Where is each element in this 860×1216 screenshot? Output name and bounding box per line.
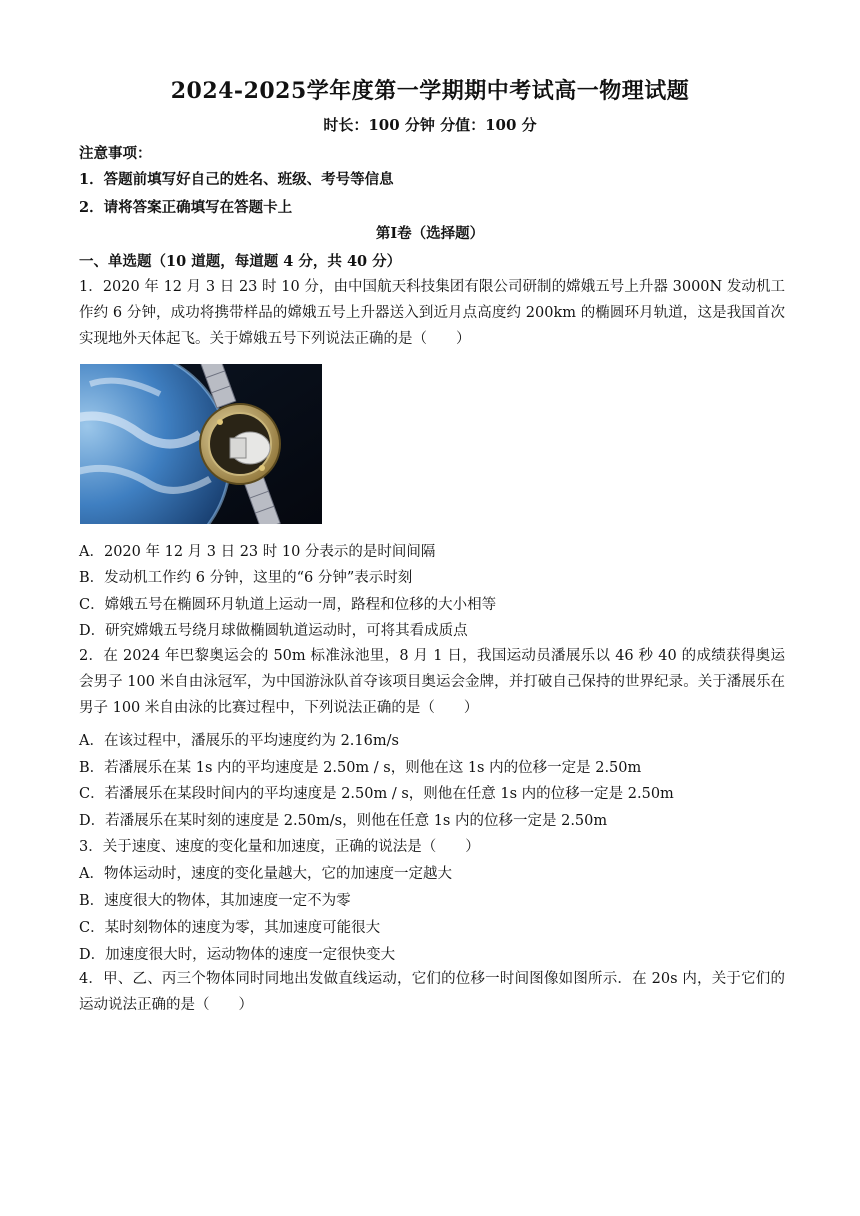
question-option: D．加速度很大时，运动物体的速度一定很快变大 (79, 947, 396, 963)
question-option: C．某时刻物体的速度为零，其加速度可能很大 (79, 920, 381, 936)
question-option: D．研究嫦娥五号绕月球做椭圆轨道运动时，可将其看成质点 (79, 623, 468, 639)
spacecraft-earth-illustration (80, 364, 322, 524)
chang-e-5-spacecraft-image (80, 364, 322, 524)
note-item: 1．答题前填写好自己的姓名、班级、考号等信息 (79, 171, 394, 188)
question-option: B．速度很大的物体，其加速度一定不为零 (79, 893, 351, 909)
question-option: D．若潘展乐在某时刻的速度是 2.50m/s，则他在任意 1s 内的位移一定是 2.50m (79, 813, 608, 829)
question-option: B．发动机工作约 6 分钟，这里的“6 分钟”表示时刻 (79, 570, 413, 586)
question-stem: 3．关于速度、速度的变化量和加速度，正确的说法是（ ） (79, 839, 480, 855)
question-stem: 1．2020 年 12 月 3 日 23 时 10 分，由中国航天科技集团有限公司研制的嫦娥五号上升器 3000N 发动机工作约 6 分钟，成功将携带样品的嫦娥五号上升器送入到近月点高度约 200km 的椭圆环月轨道，这是我国首次实现地外天体起飞。关于嫦娥五号下列说法正确的是（ ） (79, 279, 785, 347)
question-option: A．在该过程中，潘展乐的平均速度约为 2.16m/s (79, 733, 399, 749)
exam-title: 2024-2025学年度第一学期期中考试高一物理试题 (170, 78, 690, 104)
section-heading: 一、单选题（10 道题，每道题 4 分，共 40 分） (79, 253, 402, 270)
note-item: 2．请将答案正确填写在答题卡上 (79, 199, 293, 216)
part-title: 第Ⅰ卷（选择题） (375, 225, 485, 242)
question-option: A．2020 年 12 月 3 日 23 时 10 分表示的是时间间隔 (79, 544, 436, 560)
question-option: C．若潘展乐在某段时间内的平均速度是 2.50m / s，则他在任意 1s 内的位移一定是 2.50m (79, 786, 674, 802)
question-stem: 2．在 2024 年巴黎奥运会的 50m 标准泳池里，8 月 1 日，我国运动员潘展乐以 46 秒 40 的成绩获得奥运会男子 100 米自由泳冠军，为中国游泳队首夺该项目奥运会金牌，并打破自己保持的世界纪录。关于潘展乐在男子 100 米自由泳的比赛过程中，下列说法正确的是（ ） (79, 648, 785, 716)
exam-duration-score: 时长：100 分钟 分值：100 分 (323, 116, 537, 134)
question-stem: 4．甲、乙、丙三个物体同时同地出发做直线运动，它们的位移一时间图像如图所示．在 20s 内，关于它们的运动说法正确的是（ ） (79, 971, 785, 1013)
question-option: C．嫦娥五号在椭圆环月轨道上运动一周，路程和位移的大小相等 (79, 597, 497, 613)
notes-heading: 注意事项： (79, 145, 152, 162)
question-option: B．若潘展乐在某 1s 内的平均速度是 2.50m / s，则他在这 1s 内的位移一定是 2.50m (79, 760, 642, 776)
question-option: A．物体运动时，速度的变化量越大，它的加速度一定越大 (79, 866, 452, 882)
